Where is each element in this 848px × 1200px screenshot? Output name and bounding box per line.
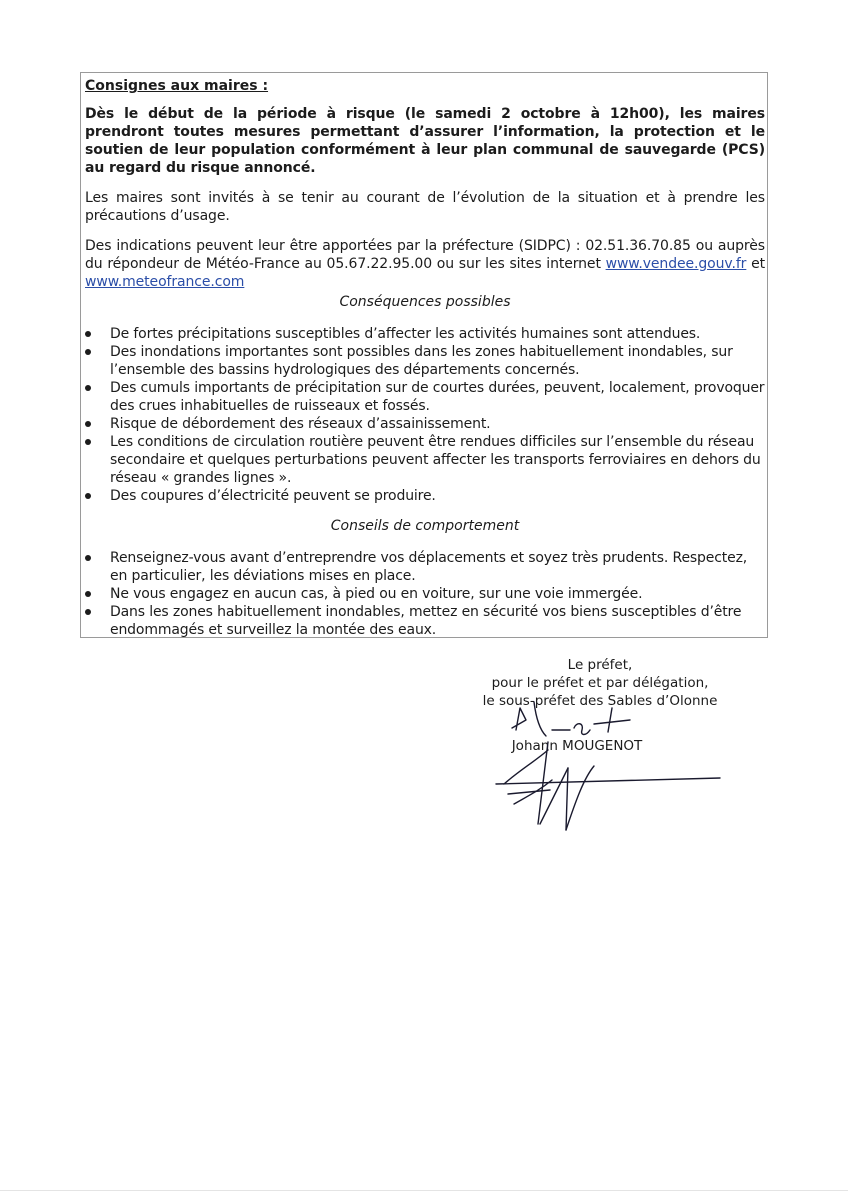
instructions-content: [85, 77, 765, 651]
consequences-title: Conséquences possibles: [339, 294, 511, 310]
list-item-text: Ne vous engagez en aucun cas, à pied ou en voiture, sur une voie immergée.: [110, 586, 643, 602]
link-joiner: et: [751, 256, 765, 272]
consignes-paragraph-3-text: Des indications peuvent leur être apportées par la préfecture (SIDPC) : 02.51.36.70.85 ou auprès du répondeur de Météo-France au 05.67.22.95.00 ou sur les sites internet: [85, 238, 765, 272]
list-item-text: Des coupures d’électricité peuvent se produire.: [110, 488, 436, 504]
conseils-list: [85, 549, 765, 639]
signature-line-2: pour le préfet et par délégation,: [491, 675, 709, 691]
consignes-bold-paragraph: Dès le début de la période à risque (le samedi 2 octobre à 12h00), les maires prendront toutes mesures permettant d’assurer l’information, la protection et le soutien de leur population conformément à leur plan communal de sauvegarde (PCS) au regard du risque annoncé.: [85, 106, 765, 176]
bullet-icon: [85, 609, 91, 615]
list-item: [85, 325, 765, 343]
list-item-text: De fortes précipitations susceptibles d’affecter les activités humaines sont attendues.: [110, 326, 701, 342]
list-item: [85, 433, 765, 487]
list-item-text: Des inondations importantes sont possibles dans les zones habituellement inondables, sur l’ensemble des bassins hydrologiques des départements concernés.: [110, 344, 733, 378]
bullet-icon: [85, 331, 91, 337]
bullet-icon: [85, 385, 91, 391]
list-item-text: Dans les zones habituellement inondables, mettez en sécurité vos biens susceptibles d’être endommagés et surveillez la montée des eaux.: [110, 604, 742, 638]
list-item-text: Risque de débordement des réseaux d’assainissement.: [110, 416, 491, 432]
signature-line-3: le sous-préfet des Sables d’Olonne: [482, 693, 718, 709]
conseils-title: Conseils de comportement: [330, 518, 520, 534]
bullet-icon: [85, 555, 91, 561]
list-item: [85, 585, 765, 603]
bullet-icon: [85, 421, 91, 427]
consignes-paragraph-2: Les maires sont invités à se tenir au courant de l’évolution de la situation et à prendre les précautions d’usage.: [85, 190, 765, 224]
signer-name: Johann MOUGENOT: [511, 738, 643, 754]
consequences-list: [85, 325, 765, 505]
bullet-icon: [85, 439, 91, 445]
meteofrance-website-link[interactable]: www.meteofrance.com: [85, 274, 245, 290]
bullet-icon: [85, 591, 91, 597]
list-item: [85, 549, 765, 585]
bullet-icon: [85, 493, 91, 499]
handwritten-signature: [490, 700, 730, 840]
list-item: [85, 487, 765, 505]
list-item-text: Renseignez-vous avant d’entreprendre vos déplacements et soyez très prudents. Respectez, en particulier, les déviations mises en place.: [110, 550, 748, 584]
page-bottom-rule: [0, 1190, 848, 1191]
signature-line-1: Le préfet,: [567, 657, 633, 673]
consignes-heading: Consignes aux maires :: [85, 78, 269, 94]
list-item-text: Les conditions de circulation routière peuvent être rendues difficiles sur l’ensemble du réseau secondaire et quelques perturbations peuvent affecter les transports ferroviaires en dehors du réseau « grandes lignes ».: [110, 434, 761, 486]
consignes-paragraph-3: [85, 237, 765, 291]
list-item-text: Des cumuls importants de précipitation sur de courtes durées, peuvent, localement, provoquer des crues inhabituelles de ruisseaux et fossés.: [110, 380, 765, 414]
list-item: [85, 379, 765, 415]
list-item: [85, 343, 765, 379]
bullet-icon: [85, 349, 91, 355]
list-item: [85, 603, 765, 639]
list-item: [85, 415, 765, 433]
vendee-website-link[interactable]: www.vendee.gouv.fr: [605, 256, 747, 272]
